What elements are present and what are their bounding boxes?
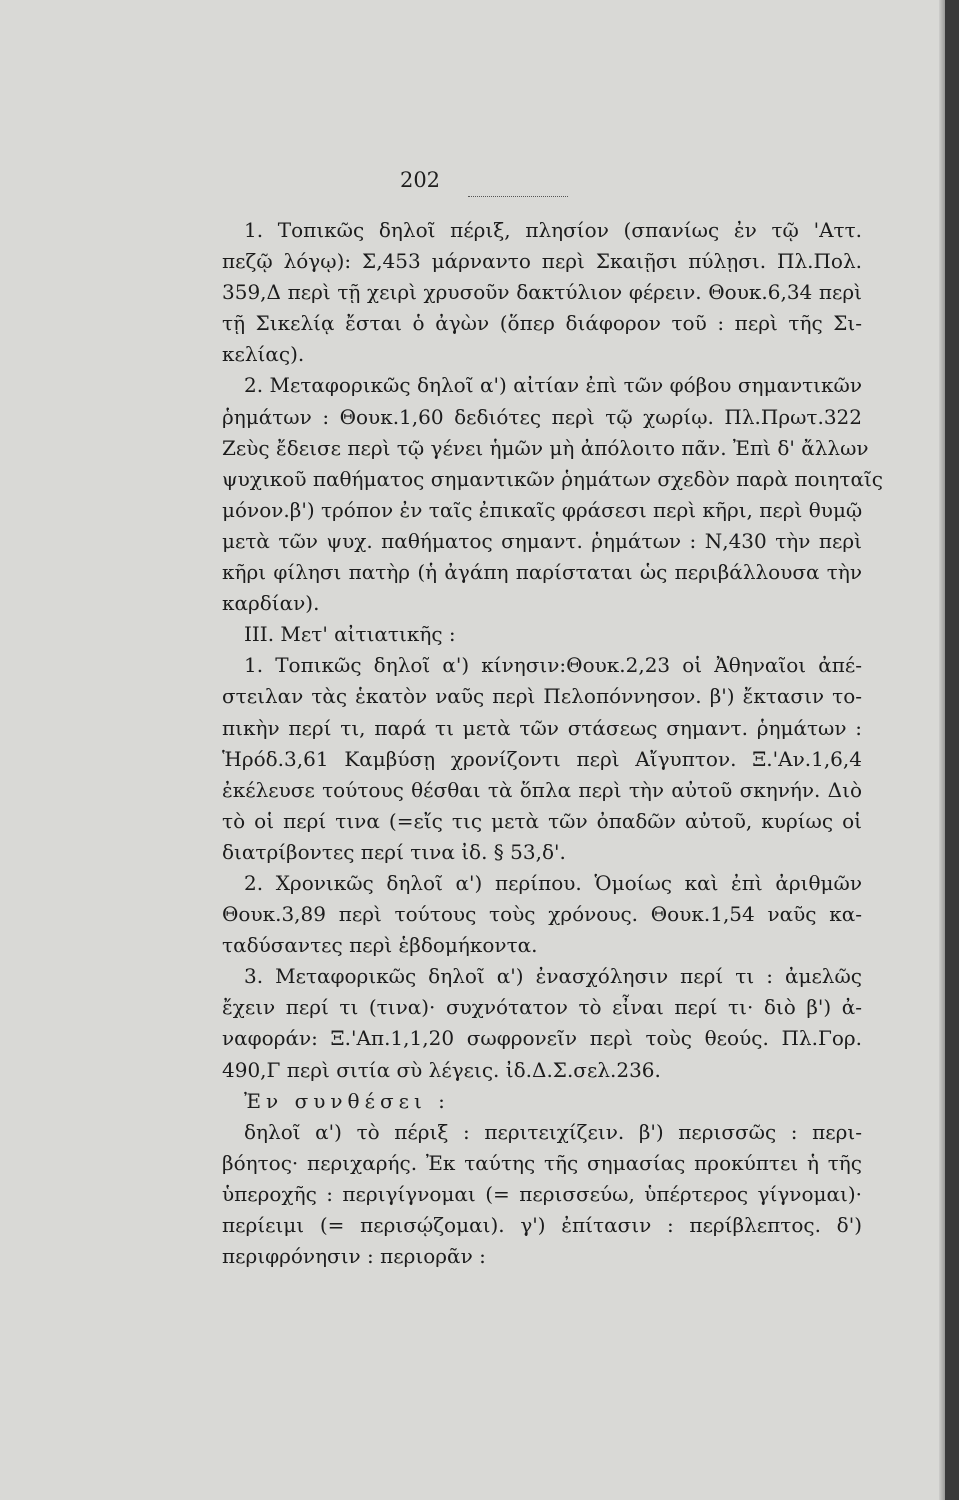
text-line: καρδίαν).	[222, 591, 320, 616]
text-line: δηλοῖ α') τὸ πέριξ : περιτειχίζειν. β') περισσῶς : περι-	[244, 1119, 862, 1144]
text-line: ὑπεροχῆς : περιγίγνομαι (= περισσεύω, ὑπέρτερος γίγνομαι)·	[222, 1181, 862, 1206]
text-line: ναφοράν: Ξ.'Απ.1,1,20 σωφρονεῖν περὶ τοὺς θεούς. Πλ.Γορ.	[222, 1026, 862, 1051]
text-line: 2. Μεταφορικῶς δηλοῖ α') αἰτίαν ἐπὶ τῶν φόβου σημαντικῶν	[244, 373, 862, 398]
text-line: μόνον.β') τρόπον ἐν ταῖς ἐπικαῖς φράσεσι περὶ κῆρι, περὶ θυμῷ	[222, 497, 863, 522]
text-line: βόητος· περιχαρής. Ἐκ ταύτης τῆς σημασίας προκύπτει ἡ τῆς	[222, 1150, 862, 1175]
text-line: ταδύσαντες περὶ ἑβδομήκοντα.	[222, 933, 538, 958]
text-line: ἔχειν περί τι (τινα)· συχνότατον τὸ εἶναι περί τι· διὸ β') ἀ-	[222, 995, 862, 1020]
text-line: 1. Τοπικῶς δηλοῖ πέριξ, πλησίον (σπανίως ἐν τῷ 'Αττ.	[244, 218, 862, 242]
text-line: 359,Δ περὶ τῇ χειρὶ χρυσοῦν δακτύλιον φέρειν. Θουκ.6,34 περὶ	[222, 280, 862, 305]
text-line: περίειμι (= περισῴζομαι). γ') ἐπίτασιν : περίβλεπτος. δ')	[222, 1213, 862, 1237]
text-line: διατρίβοντες περί τινα ἰδ. § 53,δ'.	[222, 839, 566, 864]
text-line: μετὰ τῶν ψυχ. παθήματος σημαντ. ῥημάτων : Ν,430 τὴν περὶ	[222, 528, 862, 553]
text-line: κελίας).	[222, 342, 305, 367]
text-line: τῇ Σικελίᾳ ἔσται ὁ ἀγὼν (ὅπερ διάφορον τοῦ : περὶ τῆς Σι-	[222, 311, 862, 336]
text-line: ΙΙΙ. Μετ' αἰτιατικῆς :	[244, 622, 456, 647]
text-line: πεζῷ λόγῳ): Σ,453 μάρναντο περὶ Σκαιῇσι πύλῃσι. Πλ.Πολ.	[222, 249, 862, 274]
text-line: 1. Τοπικῶς δηλοῖ α') κίνησιν:Θουκ.2,23 οἱ Ἀθηναῖοι ἀπέ-	[244, 653, 862, 678]
text-line: Ἐν συνθέσει :	[244, 1088, 450, 1113]
text-line: 2. Χρονικῶς δηλοῖ α') περίπου. Ὁμοίως καὶ ἐπὶ ἀριθμῶν	[244, 870, 862, 895]
text-line: στειλαν τὰς ἑκατὸν ναῦς περὶ Πελοπόννησον. β') ἔκτασιν το-	[222, 684, 862, 709]
text-line: πικὴν περί τι, παρά τι μετὰ τῶν στάσεως σημαντ. ῥημάτων :	[222, 715, 862, 740]
text-line: 3. Μεταφορικῶς δηλοῖ α') ἐνασχόλησιν περί τι : ἀμελῶς	[244, 964, 862, 989]
text-line: Ζεὺς ἔδεισε περὶ τῷ γένει ἡμῶν μὴ ἀπόλοιτο πᾶν. Ἐπὶ δ' ἄλλων	[222, 435, 869, 460]
scan-edge	[945, 0, 959, 1500]
text-line: 490,Γ περὶ σιτία σὺ λέγεις. ἰδ.Δ.Σ.σελ.236.	[222, 1057, 661, 1082]
text-line: περιφρόνησιν : περιορᾶν :	[222, 1244, 486, 1269]
text-line: κῆρι φίλησι πατὴρ (ἡ ἀγάπη παρίσταται ὡς περιβάλλουσα τὴν	[222, 560, 862, 585]
text-line: Θουκ.3,89 περὶ τούτους τοὺς χρόνους. Θουκ.1,54 ναῦς κα-	[222, 902, 862, 927]
text-line: τὸ οἱ περί τινα (=εἴς τις μετὰ τῶν ὀπαδῶν αὐτοῦ, κυρίως οἱ	[222, 808, 862, 833]
page-number: 202	[399, 168, 441, 192]
text-line: Ἡρόδ.3,61 Καμβύσῃ χρονίζοντι περὶ Αἴγυπτον. Ξ.'Αν.1,6,4	[222, 746, 862, 771]
text-line: ἐκέλευσε τούτους θέσθαι τὰ ὅπλα περὶ τὴν αὐτοῦ σκηνήν. Διὸ	[222, 777, 862, 802]
page-number-rule	[468, 196, 568, 197]
body-text	[222, 215, 883, 1272]
text-line: ψυχικοῦ παθήματος σημαντικῶν ῥημάτων σχεδὸν παρὰ ποιηταῖς	[222, 466, 883, 491]
text-line: ῥημάτων : Θουκ.1,60 δεδιότες περὶ τῷ χωρίῳ. Πλ.Πρωτ.322	[222, 404, 862, 429]
